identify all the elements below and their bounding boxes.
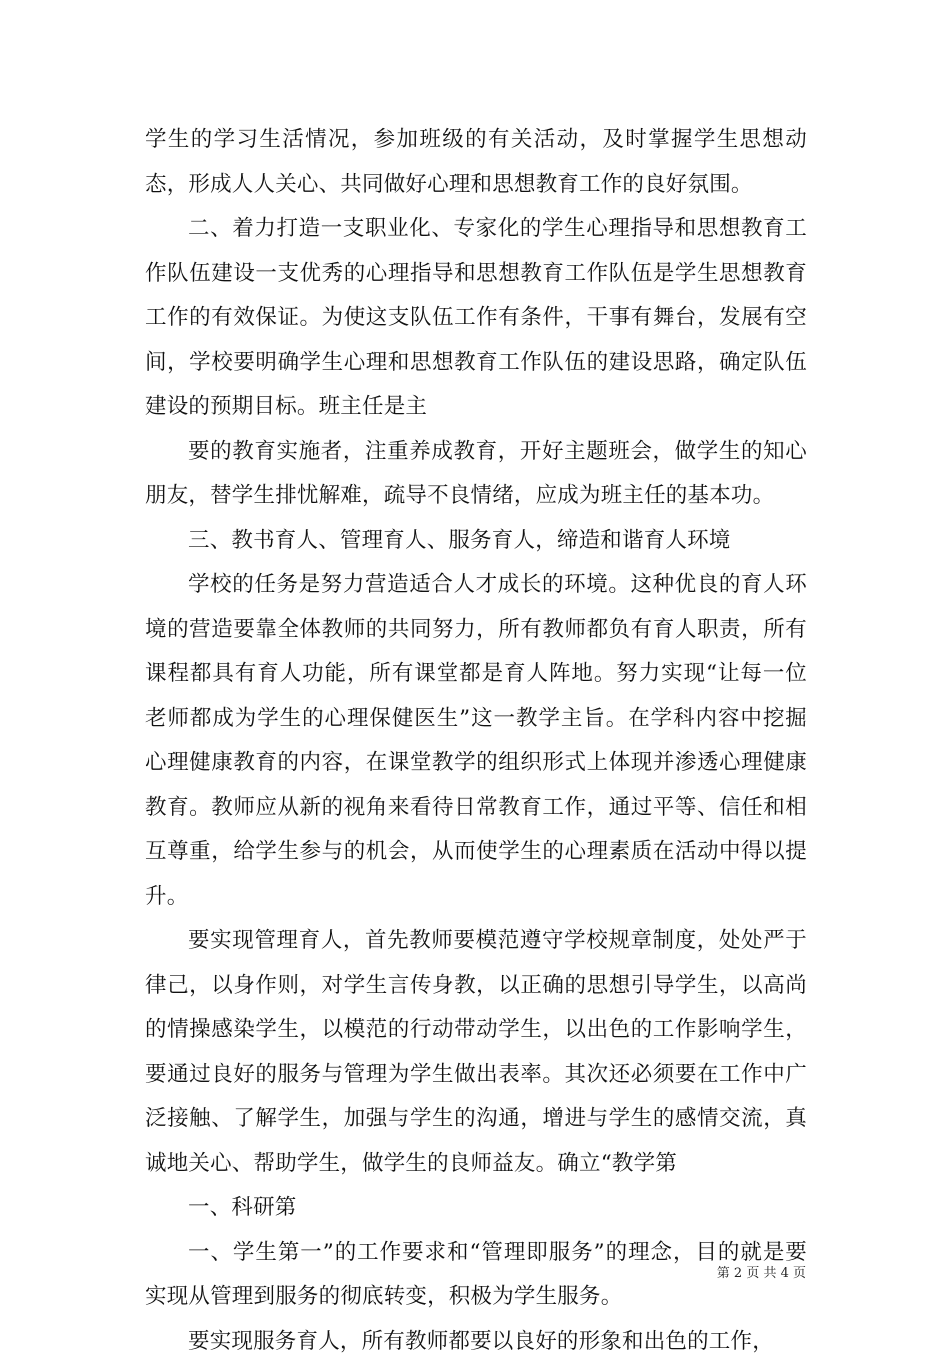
paragraph-3: 要的教育实施者，注重养成教育，开好主题班会，做学生的知心朋友，替学生排忧解难，疏导不良情绪，应成为班主任的基本功。 (145, 430, 807, 519)
page-number-footer: 第 2 页 共 4 页 (717, 1262, 806, 1281)
paragraph-7: 一、学生第一”的工作要求和“管理即服务”的理念，目的就是要实现从管理到服务的彻底转变，积极为学生服务。 (145, 1231, 807, 1320)
paragraph-5: 要实现管理育人，首先教师要模范遵守学校规章制度，处处严于律己，以身作则，对学生言传身教，以正确的思想引导学生，以高尚的情操感染学生，以模范的行动带动学生，以出色的工作影响学生，要通过良好的服务与管理为学生做出表率。其次还必须要在工作中广泛接触、了解学生，加强与学生的沟通，增进与学生的感情交流，真诚地关心、帮助学生，做学生的良师益友。确立“教学第 (145, 919, 807, 1186)
paragraph-1: 学生的学习生活情况，参加班级的有关活动，及时掌握学生思想动态，形成人人关心、共同做好心理和思想教育工作的良好氛围。 (145, 118, 807, 207)
section-heading-3: 三、教书育人、管理育人、服务育人，缔造和谐育人环境 (145, 519, 807, 564)
paragraph-4: 学校的任务是努力营造适合人才成长的环境。这种优良的育人环境的营造要靠全体教师的共同努力，所有教师都负有育人职责，所有课程都具有育人功能，所有课堂都是育人阵地。努力实现“让每一位老师都成为学生的心理保健医生”这一教学主旨。在学科内容中挖掘心理健康教育的内容，在课堂教学的组织形式上体现并渗透心理健康教育。教师应从新的视角来看待日常教育工作，通过平等、信任和相互尊重，给学生参与的机会，从而使学生的心理素质在活动中得以提升。 (145, 563, 807, 919)
document-body (145, 118, 807, 1364)
paragraph-8: 要实现服务育人，所有教师都要以良好的形象和出色的工作， (145, 1320, 807, 1364)
paragraph-2: 二、着力打造一支职业化、专家化的学生心理指导和思想教育工作队伍建设一支优秀的心理指导和思想教育工作队伍是学生思想教育工作的有效保证。为使这支队伍工作有条件，干事有舞台，发展有空间，学校要明确学生心理和思想教育工作队伍的建设思路，确定队伍建设的预期目标。班主任是主 (145, 207, 807, 430)
paragraph-6: 一、科研第 (145, 1186, 807, 1231)
